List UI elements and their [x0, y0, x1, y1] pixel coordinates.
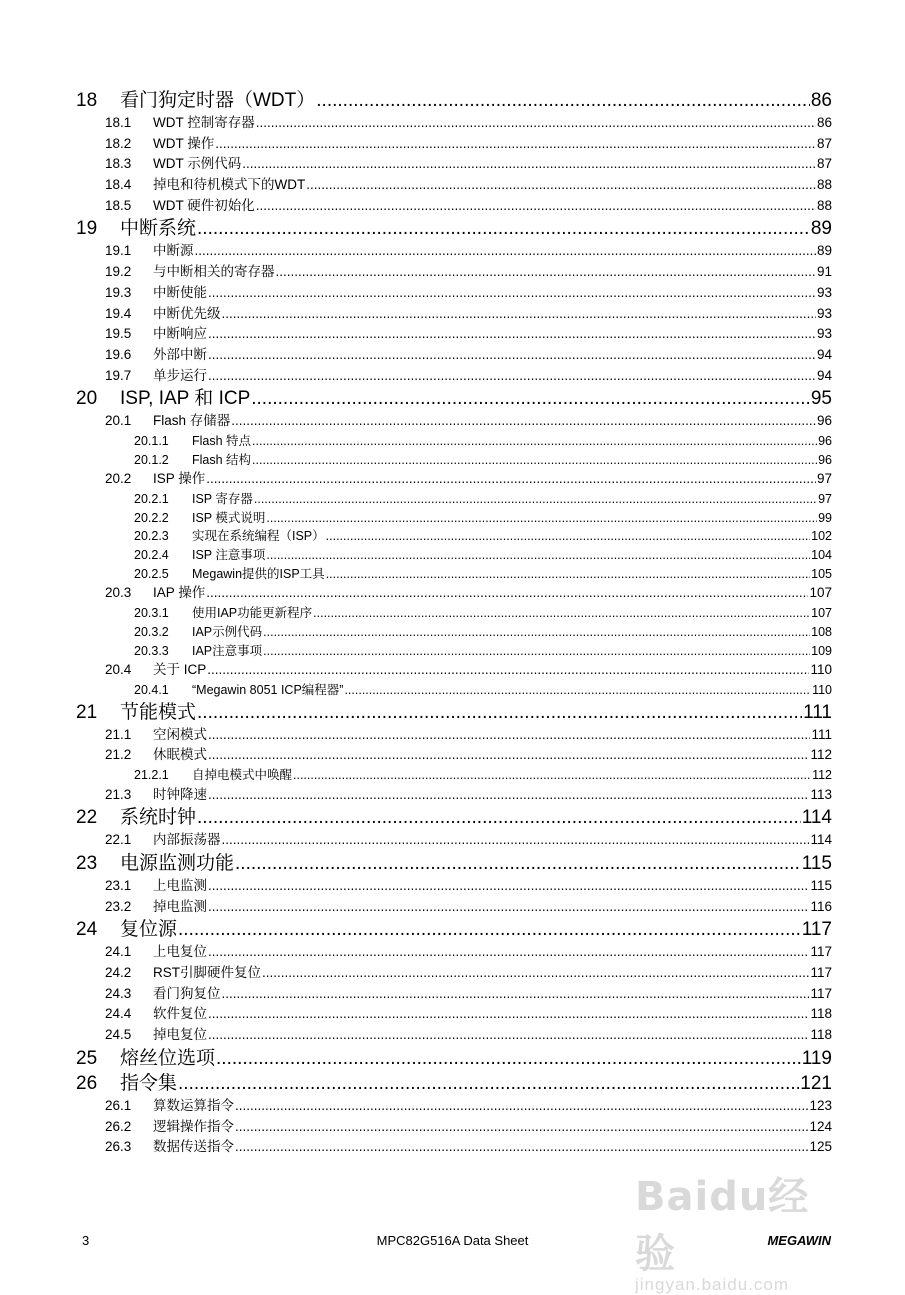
toc-entry-title: “Megawin 8051 ICP编程器” [192, 682, 344, 697]
toc-entry-level-3[interactable] [76, 604, 832, 623]
toc-entry-level-1[interactable] [76, 851, 832, 876]
toc-entry-title: 上电监测 [153, 878, 207, 893]
toc-entry-title: 算数运算指令 [153, 1097, 234, 1113]
toc-leader-dots [263, 623, 810, 641]
toc-leader-dots [178, 1071, 799, 1096]
toc-entry-page: 116 [810, 898, 832, 914]
toc-entry-level-2[interactable] [76, 304, 832, 325]
toc-leader-dots [276, 262, 816, 282]
toc-entry-page: 93 [816, 284, 832, 300]
toc-entry-level-3[interactable] [76, 623, 832, 642]
toc-leader-dots [266, 509, 817, 527]
toc-entry-level-2[interactable] [76, 134, 832, 155]
toc-entry-level-3[interactable] [76, 565, 832, 584]
toc-entry-page: 93 [816, 305, 832, 321]
toc-entry-page: 89 [810, 218, 832, 240]
toc-leader-dots [266, 546, 810, 564]
toc-entry-page: 123 [809, 1097, 832, 1113]
toc-entry-level-2[interactable] [76, 725, 832, 746]
toc-entry-level-2[interactable] [76, 963, 832, 984]
footer-document-title: MPC82G516A Data Sheet [376, 1233, 529, 1248]
toc-entry-page: 125 [809, 1139, 832, 1155]
toc-entry-level-1[interactable] [76, 88, 832, 113]
toc-entry-title: IAP注意事项 [192, 643, 263, 658]
toc-entry-number: 20.3.2 [134, 624, 169, 639]
toc-leader-dots [251, 386, 810, 411]
toc-entry-title: 熔丝位选项 [120, 1047, 216, 1069]
toc-entry-number: 20.1.1 [134, 433, 169, 448]
toc-entry-level-3[interactable] [76, 766, 832, 785]
watermark-url: jingyan.baidu.com [635, 1275, 790, 1294]
toc-entry-page: 95 [810, 388, 832, 410]
toc-entry-number: 26.2 [105, 1118, 132, 1134]
toc-entry-title: 上电复位 [153, 944, 207, 960]
toc-entry-level-2[interactable] [76, 1117, 832, 1138]
toc-entry-page: 89 [816, 243, 832, 259]
toc-entry-number: 21.1 [105, 726, 132, 742]
toc-leader-dots [208, 324, 816, 344]
toc-entry-number: 20.3.3 [134, 643, 169, 658]
toc-entry-title: 中断系统 [120, 218, 197, 240]
toc-entry-level-3[interactable] [76, 490, 832, 509]
toc-entry-page: 93 [816, 326, 832, 342]
toc-entry-page: 109 [811, 643, 832, 658]
toc-entry-level-3[interactable] [76, 509, 832, 528]
toc-entry-level-2[interactable] [76, 1137, 832, 1158]
toc-leader-dots [208, 1025, 809, 1045]
toc-leader-dots [222, 830, 810, 850]
toc-entry-title: 节能模式 [120, 701, 197, 723]
toc-entry-level-2[interactable] [76, 1004, 832, 1025]
toc-entry-number: 21 [76, 701, 98, 723]
toc-entry-level-3[interactable] [76, 432, 832, 451]
toc-entry-number: 24.5 [105, 1027, 132, 1043]
toc-entry-title: ISP, IAP 和 ICP [120, 388, 251, 410]
toc-leader-dots [231, 411, 816, 431]
toc-entry-page: 112 [810, 747, 832, 763]
toc-entry-level-2[interactable] [76, 154, 832, 175]
footer-page-number: 3 [82, 1233, 90, 1248]
toc-entry-level-3[interactable] [76, 642, 832, 661]
toc-entry-number: 18.4 [105, 177, 132, 193]
toc-entry-level-2[interactable] [76, 241, 832, 262]
toc-entry-title: 空闲模式 [153, 726, 207, 742]
toc-entry-title: 关于 ICP [153, 662, 207, 678]
toc-entry-title: 电源监测功能 [120, 853, 235, 874]
watermark-logo: Baidu经验 [635, 1174, 810, 1277]
toc-entry-level-1[interactable] [76, 216, 832, 241]
toc-leader-dots [306, 175, 816, 195]
toc-entry-page: 97 [816, 471, 832, 487]
toc-entry-title: WDT 控制寄存器 [153, 115, 255, 130]
toc-leader-dots [256, 196, 816, 216]
toc-entry-level-2[interactable] [76, 830, 832, 851]
toc-entry-title: 使用IAP功能更新程序 [192, 606, 313, 621]
toc-entry-number: 24.3 [105, 985, 132, 1001]
toc-entry-title: Flash 特点 [192, 433, 252, 448]
toc-entry-number: 21.2.1 [134, 767, 169, 782]
toc-entry-page: 113 [810, 786, 832, 802]
toc-leader-dots [293, 766, 811, 784]
toc-entry-level-2[interactable] [76, 113, 832, 134]
toc-entry-page: 105 [811, 566, 832, 581]
toc-entry-number: 23 [76, 853, 98, 874]
toc-entry-level-2[interactable] [76, 283, 832, 304]
toc-entry-page: 104 [811, 548, 832, 563]
toc-entry-number: 26.3 [105, 1139, 132, 1155]
toc-entry-page: 115 [801, 853, 832, 874]
toc-entry-page: 110 [812, 682, 832, 697]
toc-entry-title: 掉电和待机模式下的WDT [153, 177, 306, 193]
toc-leader-dots [178, 917, 801, 942]
toc-entry-page: 111 [811, 726, 832, 742]
toc-entry-number: 20.2.2 [134, 510, 169, 525]
toc-entry-level-2[interactable] [76, 324, 832, 345]
toc-entry-number: 19.1 [105, 243, 132, 259]
toc-entry-page: 112 [812, 767, 832, 782]
toc-entry-level-3[interactable] [76, 527, 832, 546]
toc-entry-page: 119 [801, 1047, 832, 1069]
toc-leader-dots [208, 283, 816, 303]
toc-entry-level-1[interactable] [76, 700, 832, 725]
toc-entry-number: 20.2.4 [134, 548, 169, 563]
toc-leader-dots [326, 565, 810, 583]
toc-leader-dots [208, 745, 809, 765]
toc-entry-page: 94 [816, 367, 832, 383]
toc-leader-dots [344, 681, 811, 699]
toc-entry-number: 23.2 [105, 898, 132, 914]
toc-entry-number: 20 [76, 388, 98, 410]
toc-entry-level-1[interactable] [76, 1071, 832, 1096]
toc-entry-level-2[interactable] [76, 583, 832, 604]
toc-leader-dots [208, 366, 816, 386]
toc-entry-number: 21.2 [105, 747, 132, 763]
toc-entry-page: 94 [816, 346, 832, 362]
toc-entry-title: 数据传送指令 [153, 1139, 234, 1155]
toc-entry-number: 20.2.3 [134, 529, 169, 544]
toc-entry-number: 20.2 [105, 471, 132, 487]
toc-entry-title: IAP 操作 [153, 585, 206, 601]
toc-entry-page: 117 [810, 944, 832, 960]
toc-entry-level-2[interactable] [76, 984, 832, 1005]
toc-leader-dots [208, 785, 809, 805]
toc-entry-number: 19.4 [105, 305, 132, 321]
toc-entry-level-1[interactable] [76, 1046, 832, 1071]
toc-entry-number: 24.2 [105, 965, 132, 981]
toc-entry-number: 19.6 [105, 346, 132, 362]
toc-entry-title: ISP 操作 [153, 471, 206, 487]
toc-entry-level-2[interactable] [76, 196, 832, 217]
toc-entry-level-3[interactable] [76, 681, 832, 700]
toc-entry-number: 20.3 [105, 585, 132, 601]
toc-entry-number: 20.2.5 [134, 566, 169, 581]
toc-entry-page: 107 [811, 606, 832, 621]
toc-entry-title: Megawin提供的ISP工具 [192, 566, 325, 581]
toc-leader-dots [208, 876, 809, 896]
toc-entry-page: 111 [803, 701, 832, 723]
toc-entry-title: 中断优先级 [153, 305, 221, 321]
toc-leader-dots [208, 345, 816, 365]
toc-entry-number: 18.3 [105, 156, 132, 172]
toc-entry-title: 软件复位 [153, 1006, 207, 1022]
toc-entry-title: IAP示例代码 [192, 624, 263, 639]
toc-entry-title: 休眠模式 [153, 747, 207, 763]
toc-entry-title: 掉电监测 [153, 898, 207, 914]
toc-entry-page: 97 [818, 492, 832, 506]
toc-leader-dots [235, 1137, 808, 1157]
toc-entry-page: 118 [810, 1027, 832, 1043]
toc-entry-title: WDT 硬件初始化 [153, 197, 255, 213]
toc-entry-title: 系统时钟 [120, 807, 197, 829]
toc-entry-number: 18.5 [105, 197, 132, 213]
toc-entry-page: 114 [810, 832, 832, 848]
toc-leader-dots [208, 942, 809, 962]
toc-entry-number: 20.1.2 [134, 452, 169, 467]
toc-leader-dots [208, 897, 809, 917]
toc-entry-number: 19.3 [105, 284, 132, 300]
toc-entry-page: 117 [810, 985, 832, 1001]
toc-entry-title: 外部中断 [153, 346, 207, 362]
toc-entry-level-2[interactable] [76, 366, 832, 387]
toc-entry-page: 88 [816, 197, 832, 213]
toc-leader-dots [207, 660, 809, 680]
toc-entry-level-2[interactable] [76, 942, 832, 963]
toc-entry-title: 中断源 [153, 243, 194, 259]
toc-entry-level-1[interactable] [76, 917, 832, 942]
toc-entry-number: 24.4 [105, 1006, 132, 1022]
toc-entry-number: 22 [76, 807, 98, 829]
toc-leader-dots [316, 88, 810, 113]
toc-leader-dots [208, 725, 810, 745]
toc-entry-number: 24 [76, 919, 98, 941]
toc-entry-page: 118 [810, 1006, 832, 1022]
toc-leader-dots [235, 851, 801, 876]
toc-entry-number: 19.5 [105, 326, 132, 342]
toc-entry-page: 91 [816, 264, 832, 280]
toc-entry-number: 19.2 [105, 264, 132, 280]
toc-entry-title: Flash 结构 [192, 452, 252, 467]
toc-entry-level-2[interactable] [76, 175, 832, 196]
toc-entry-number: 25 [76, 1047, 98, 1069]
toc-entry-page: 115 [810, 878, 832, 893]
toc-entry-number: 20.2.1 [134, 492, 169, 506]
toc-leader-dots [256, 113, 816, 133]
toc-entry-title: RST引脚硬件复位 [153, 965, 261, 981]
toc-entry-title: 掉电复位 [153, 1027, 207, 1043]
toc-entry-level-2[interactable] [76, 785, 832, 806]
toc-leader-dots [197, 216, 810, 241]
toc-leader-dots [222, 984, 810, 1004]
toc-entry-page: 88 [816, 177, 832, 193]
toc-entry-title: 单步运行 [153, 367, 207, 383]
toc-leader-dots [313, 604, 810, 622]
toc-entry-title: 自掉电模式中唤醒 [192, 767, 293, 782]
toc-entry-number: 24.1 [105, 944, 132, 960]
toc-entry-page: 86 [816, 115, 832, 130]
toc-leader-dots [197, 700, 802, 725]
toc-entry-level-2[interactable] [76, 897, 832, 918]
toc-entry-level-2[interactable] [76, 469, 832, 490]
toc-entry-number: 18 [76, 90, 98, 111]
toc-entry-level-2[interactable] [76, 262, 832, 283]
toc-leader-dots [206, 469, 816, 489]
baidu-watermark [635, 1165, 845, 1294]
toc-entry-page: 86 [810, 90, 832, 111]
toc-leader-dots [195, 241, 816, 261]
toc-entry-title: 时钟降速 [153, 786, 207, 802]
toc-leader-dots [216, 1046, 801, 1071]
toc-entry-level-3[interactable] [76, 546, 832, 565]
toc-entry-title: 逻辑操作指令 [153, 1118, 234, 1134]
toc-entry-level-1[interactable] [76, 805, 832, 830]
toc-entry-title: 看门狗定时器（WDT） [120, 90, 316, 111]
toc-leader-dots [326, 527, 810, 545]
toc-entry-title: 看门狗复位 [153, 985, 221, 1001]
toc-entry-number: 21.3 [105, 786, 132, 802]
table-of-contents [76, 88, 832, 1158]
footer-brand: MEGAWIN [767, 1233, 831, 1248]
toc-entry-page: 124 [809, 1118, 832, 1134]
toc-leader-dots [206, 583, 808, 603]
toc-leader-dots [215, 134, 816, 154]
toc-entry-page: 87 [816, 156, 832, 172]
toc-entry-title: 中断响应 [153, 326, 207, 342]
toc-entry-page: 107 [809, 585, 832, 601]
toc-entry-title: ISP 寄存器 [192, 492, 253, 506]
toc-entry-level-1[interactable] [76, 386, 832, 411]
toc-leader-dots [254, 490, 817, 508]
toc-entry-title: ISP 注意事项 [192, 548, 266, 563]
toc-entry-number: 19 [76, 218, 98, 240]
toc-entry-number: 22.1 [105, 832, 132, 848]
toc-entry-title: WDT 示例代码 [153, 156, 242, 172]
toc-entry-level-2[interactable] [76, 345, 832, 366]
toc-entry-page: 117 [801, 919, 832, 941]
toc-leader-dots [235, 1096, 808, 1116]
toc-entry-level-2[interactable] [76, 745, 832, 766]
toc-entry-level-3[interactable] [76, 451, 832, 470]
toc-entry-number: 18.2 [105, 135, 132, 151]
toc-entry-title: 复位源 [120, 919, 178, 941]
toc-entry-number: 26.1 [105, 1097, 132, 1113]
toc-entry-title: 与中断相关的寄存器 [153, 264, 275, 280]
toc-entry-title: ISP 模式说明 [192, 510, 266, 525]
toc-entry-number: 26 [76, 1072, 98, 1094]
toc-leader-dots [252, 451, 817, 469]
toc-entry-number: 20.4.1 [134, 682, 169, 697]
toc-leader-dots [222, 304, 816, 324]
toc-entry-page: 96 [816, 413, 832, 429]
toc-entry-number: 19.7 [105, 367, 132, 383]
toc-entry-title: WDT 操作 [153, 135, 215, 151]
toc-leader-dots [235, 1117, 808, 1137]
toc-leader-dots [242, 154, 816, 174]
toc-entry-page: 114 [801, 807, 832, 829]
toc-leader-dots [208, 1004, 809, 1024]
toc-entry-number: 20.1 [105, 413, 132, 429]
toc-entry-page: 121 [800, 1072, 832, 1094]
toc-entry-title: 中断使能 [153, 284, 207, 300]
toc-entry-page: 87 [816, 135, 832, 151]
toc-entry-level-2[interactable] [76, 411, 832, 432]
toc-entry-title: 内部振荡器 [153, 832, 221, 848]
toc-entry-title: 指令集 [120, 1072, 178, 1094]
toc-entry-level-2[interactable] [76, 660, 832, 681]
toc-entry-level-2[interactable] [76, 1096, 832, 1117]
toc-entry-page: 96 [818, 433, 832, 448]
toc-entry-title: 实现在系统编程（ISP） [192, 529, 325, 544]
toc-entry-page: 102 [811, 529, 832, 544]
toc-entry-page: 110 [810, 662, 832, 678]
toc-entry-number: 20.3.1 [134, 606, 169, 621]
toc-leader-dots [197, 805, 801, 830]
toc-entry-page: 117 [810, 965, 832, 981]
toc-entry-number: 18.1 [105, 115, 132, 130]
toc-entry-level-2[interactable] [76, 876, 832, 897]
toc-leader-dots [262, 963, 809, 983]
toc-entry-page: 96 [818, 452, 832, 467]
toc-leader-dots [263, 642, 810, 660]
toc-entry-page: 99 [818, 510, 832, 525]
toc-entry-number: 23.1 [105, 878, 132, 893]
toc-entry-number: 20.4 [105, 662, 132, 678]
toc-entry-title: Flash 存储器 [153, 413, 231, 429]
toc-leader-dots [252, 432, 817, 450]
toc-entry-level-2[interactable] [76, 1025, 832, 1046]
toc-entry-page: 108 [811, 624, 832, 639]
